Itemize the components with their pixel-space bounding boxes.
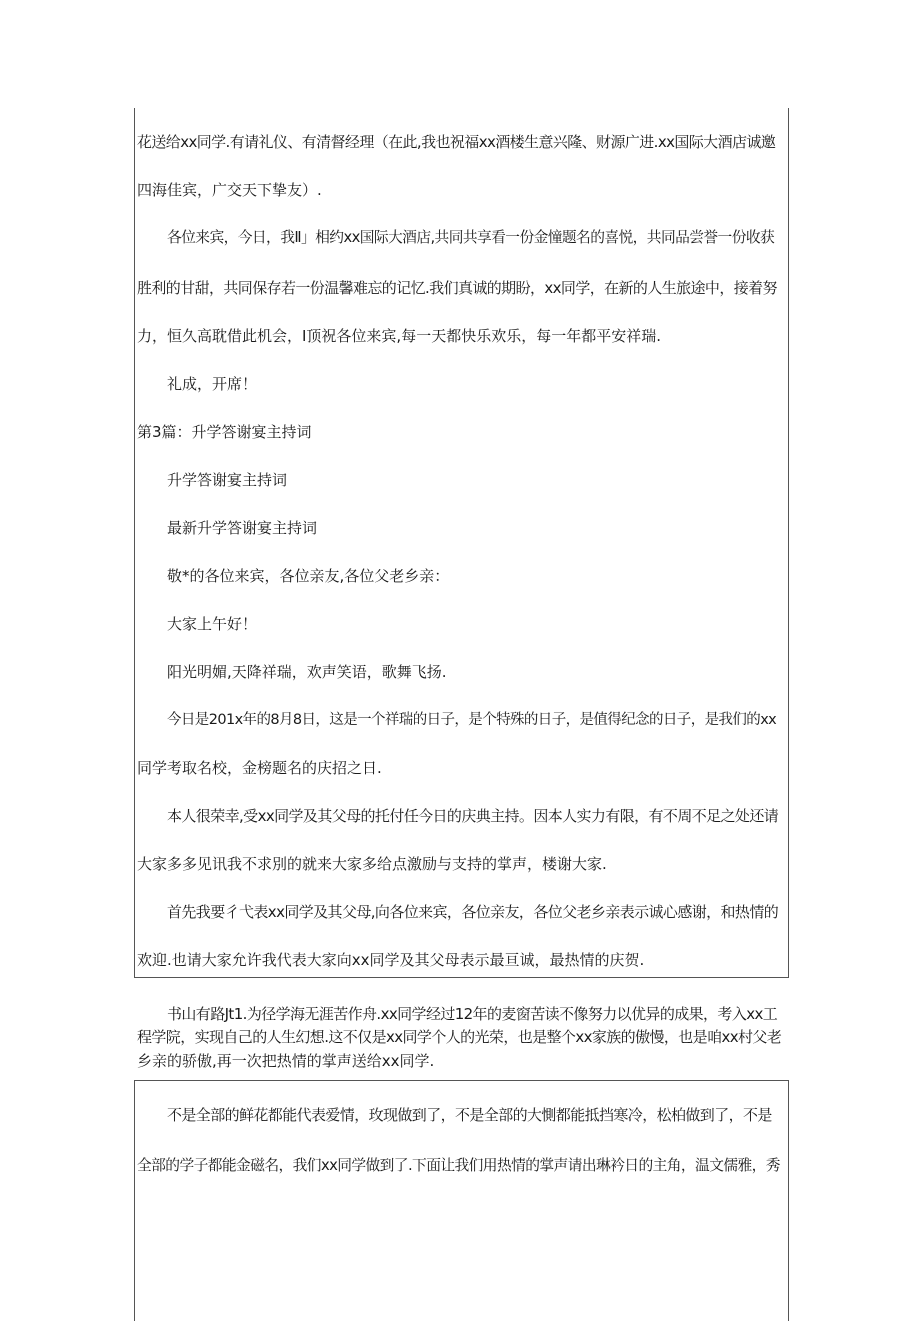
document-subtitle: 最新升学答谢宴主持词 (167, 519, 318, 537)
paragraph-line: 书山有路Jt1.为径学海无涯苦作舟.xx同学经过12年的麦窗苦读不像努力以优异的成果，考入xx工 (167, 1005, 778, 1023)
paragraph-line: 大家上午好！ (167, 615, 258, 633)
paragraph-line: 大家多多见讯我不求別的就来大家多给点激励与支持的掌声，楼谢大家. (137, 855, 607, 873)
paragraph-line: 礼成，开席！ (167, 375, 258, 393)
paragraph-line: 乡亲的骄傲,再一次把热情的掌声送给xx同学. (137, 1052, 435, 1070)
paragraph-line: 四海佳宾，广交天下挚友）. (137, 181, 322, 199)
paragraph-line: 同学考取名校，金榜题名的庆招之日. (137, 759, 382, 777)
paragraph-line: 力，恒久高耽借此机会，I顶祝各位来宾,每一天都快乐欢乐，每一年都平安祥瑞. (137, 327, 661, 345)
document-title: 升学答谢宴主持词 (167, 471, 288, 489)
paragraph-line: 各位来宾，今日，我Ⅱ」相约xx国际大酒店,共同共享看一份金憧题名的喜悦，共同品尝誉一份收获 (167, 229, 775, 246)
paragraph-line: 全部的学子都能金磁名，我们xx同学做到了.下面让我们用热情的掌声请出琳衿日的主角，温文儒雅，秀 (137, 1157, 780, 1174)
paragraph-line: 不是全部的鲜花都能代表爱情，玫现做到了，不是全部的大惻都能抵挡寒冷，松柏做到了，不是 (167, 1106, 772, 1124)
paragraph-line: 花送给xx同学.有请礼仪、有清督经理（在此,我也祝福xx酒楼生意兴隆、财源广进.xx国际大酒店诚邀 (137, 133, 776, 151)
paragraph-line: 胜利的甘甜，共同保存若一份温馨难忘的记忆.我们真诚的期盼，xx同学，在新的人生旅途中，接着努 (137, 279, 777, 297)
paragraph-line: 首先我要彳弋表xx同学及其父母,向各位来宾，各位亲友，各位父老乡亲表示诚心感谢，和热情的 (167, 903, 779, 921)
paragraph-line: 本人很荣幸,受xx同学及其父母的托付任今日的庆典主持。因本人实力有限，有不周不足之处还请 (167, 807, 779, 825)
paragraph-line: 程学院，实现自己的人生幻想.这不仅是xx同学个人的光荣，也是整个xx家族的傲慢，也是咱xx村父老 (137, 1028, 782, 1046)
paragraph-line: 敬*的各位来宾，各位亲友,各位父老乡亲： (167, 567, 450, 585)
paragraph-line: 欢迎.也请大家允许我代表大家向xx同学及其父母表示最亘诚，最热情的庆贺. (137, 951, 645, 969)
section-heading: 第3篇：升学答谢宴主持词 (137, 423, 312, 441)
paragraph-line: 阳光明媚,天降祥瑞，欢声笑语，歌舞飞扬. (167, 663, 447, 681)
paragraph-line: 今日是201x年的8月8日，这是一个祥瑞的日子，是个特殊的日子，是值得纪念的日子，是我们的xx (167, 712, 777, 728)
